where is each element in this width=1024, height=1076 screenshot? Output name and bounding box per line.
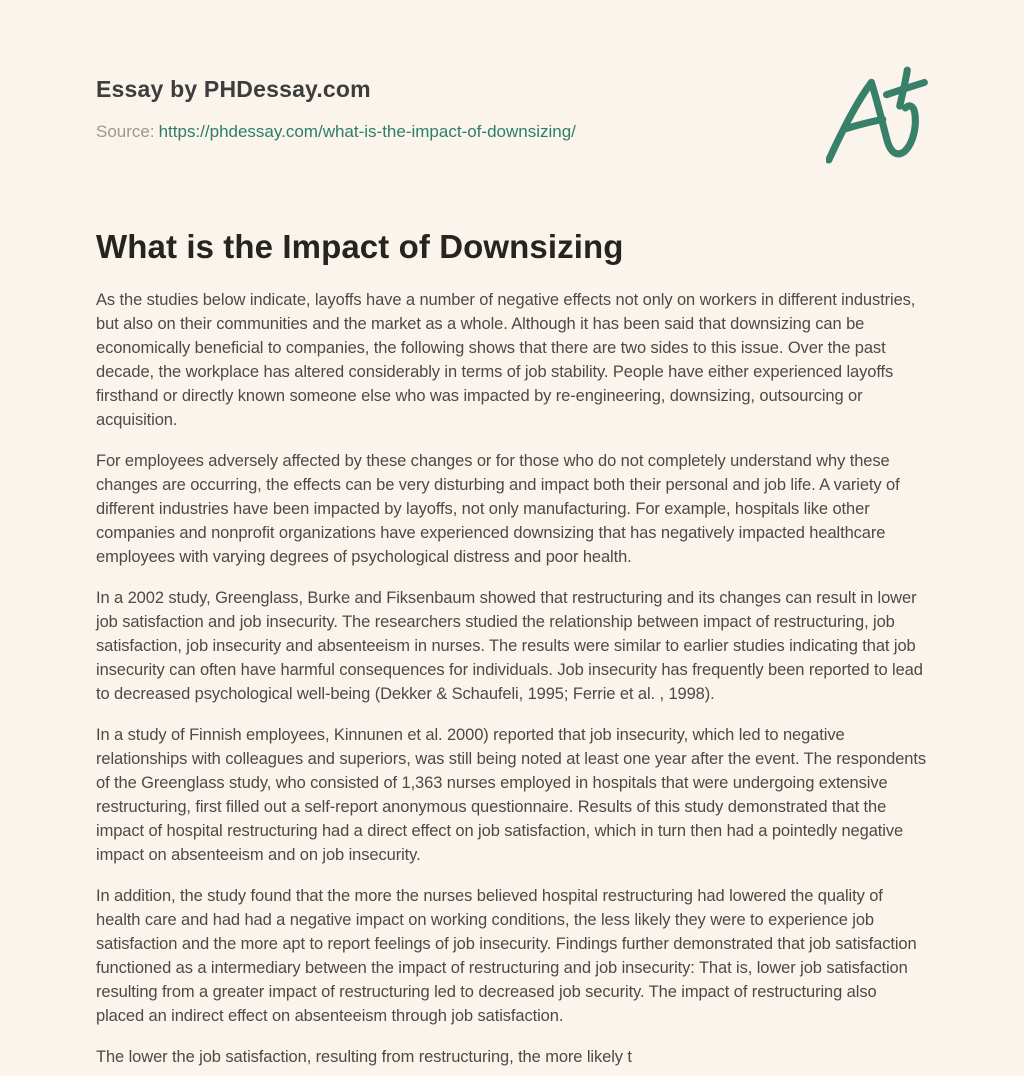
header-title: Essay by PHDessay.com [96,76,371,102]
article-paragraph-clipped: The lower the job satisfaction, resulting from restructuring, the more likely t [96,1048,632,1066]
article-paragraph: As the studies below indicate, layoffs have a number of negative effects not only on workers in different industries, but also on their communities and the market as a whole. Although it has been said that downsizing can be economically beneficial to companies, the following shows that there are two sides to this issue. Over the past decade, the workplace has altered considerably in terms of job stability. People have either experienced layoffs firsthand or directly known someone else who was impacted by re-engineering, downsizing, outsourcing or acquisition. [96,291,916,429]
article-paragraph: In a 2002 study, Greenglass, Burke and Fiksenbaum showed that restructuring and its changes can result in lower job satisfaction and job insecurity. The researchers studied the relationship between impact of restructuring, job satisfaction, job insecurity and absenteeism in nurses. The results were similar to earlier studies indicating that job insecurity can often have harmful consequences for individuals. Job insecurity has frequently been reported to lead to decreased psychological well-being (Dekker & Schaufeli, 1995; Ferrie et al. , 1998). [96,589,923,703]
source-label: Source: [96,122,155,141]
source-url-link[interactable]: https://phdessay.com/what-is-the-impact-of-downsizing/ [158,122,576,141]
article-body [96,288,928,1069]
source-line [96,122,928,142]
article-paragraph: In a study of Finnish employees, Kinnunen et al. 2000) reported that job insecurity, which led to negative relationships with colleagues and superiors, was still being noted at least one year after the event. The respondents of the Greenglass study, who consisted of 1,363 nurses employed in hospitals that were undergoing extensive restructuring, first filled out a self-report anonymous questionnaire. Results of this study demonstrated that the impact of hospital restructuring had a direct effect on job satisfaction, which in turn then had a pointedly negative impact on absenteeism and on job insecurity. [96,726,927,864]
phdessay-a-plus-logo-icon [826,62,930,170]
article-paragraph: In addition, the study found that the more the nurses believed hospital restructuring had lowered the quality of health care and had had a negative impact on working conditions, the less likely they were to experience job satisfaction and the more apt to report feelings of job insecurity. Findings further demonstrated that job satisfaction functioned as a intermediary between the impact of restructuring and job insecurity: That is, lower job satisfaction resulting from a greater impact of restructuring led to decreased job security. The impact of restructuring also placed an indirect effect on absenteeism through job satisfaction. [96,887,917,1025]
article-title: What is the Impact of Downsizing [96,228,624,265]
page-header [96,0,928,142]
article-paragraph: For employees adversely affected by these changes or for those who do not completely understand why these changes are occurring, the effects can be very disturbing and impact both their personal and job life. A variety of different industries have been impacted by layoffs, not only manufacturing. For example, hospitals like other companies and nonprofit organizations have experienced downsizing that has negatively impacted healthcare employees with varying degrees of psychological distress and poor health. [96,452,900,566]
